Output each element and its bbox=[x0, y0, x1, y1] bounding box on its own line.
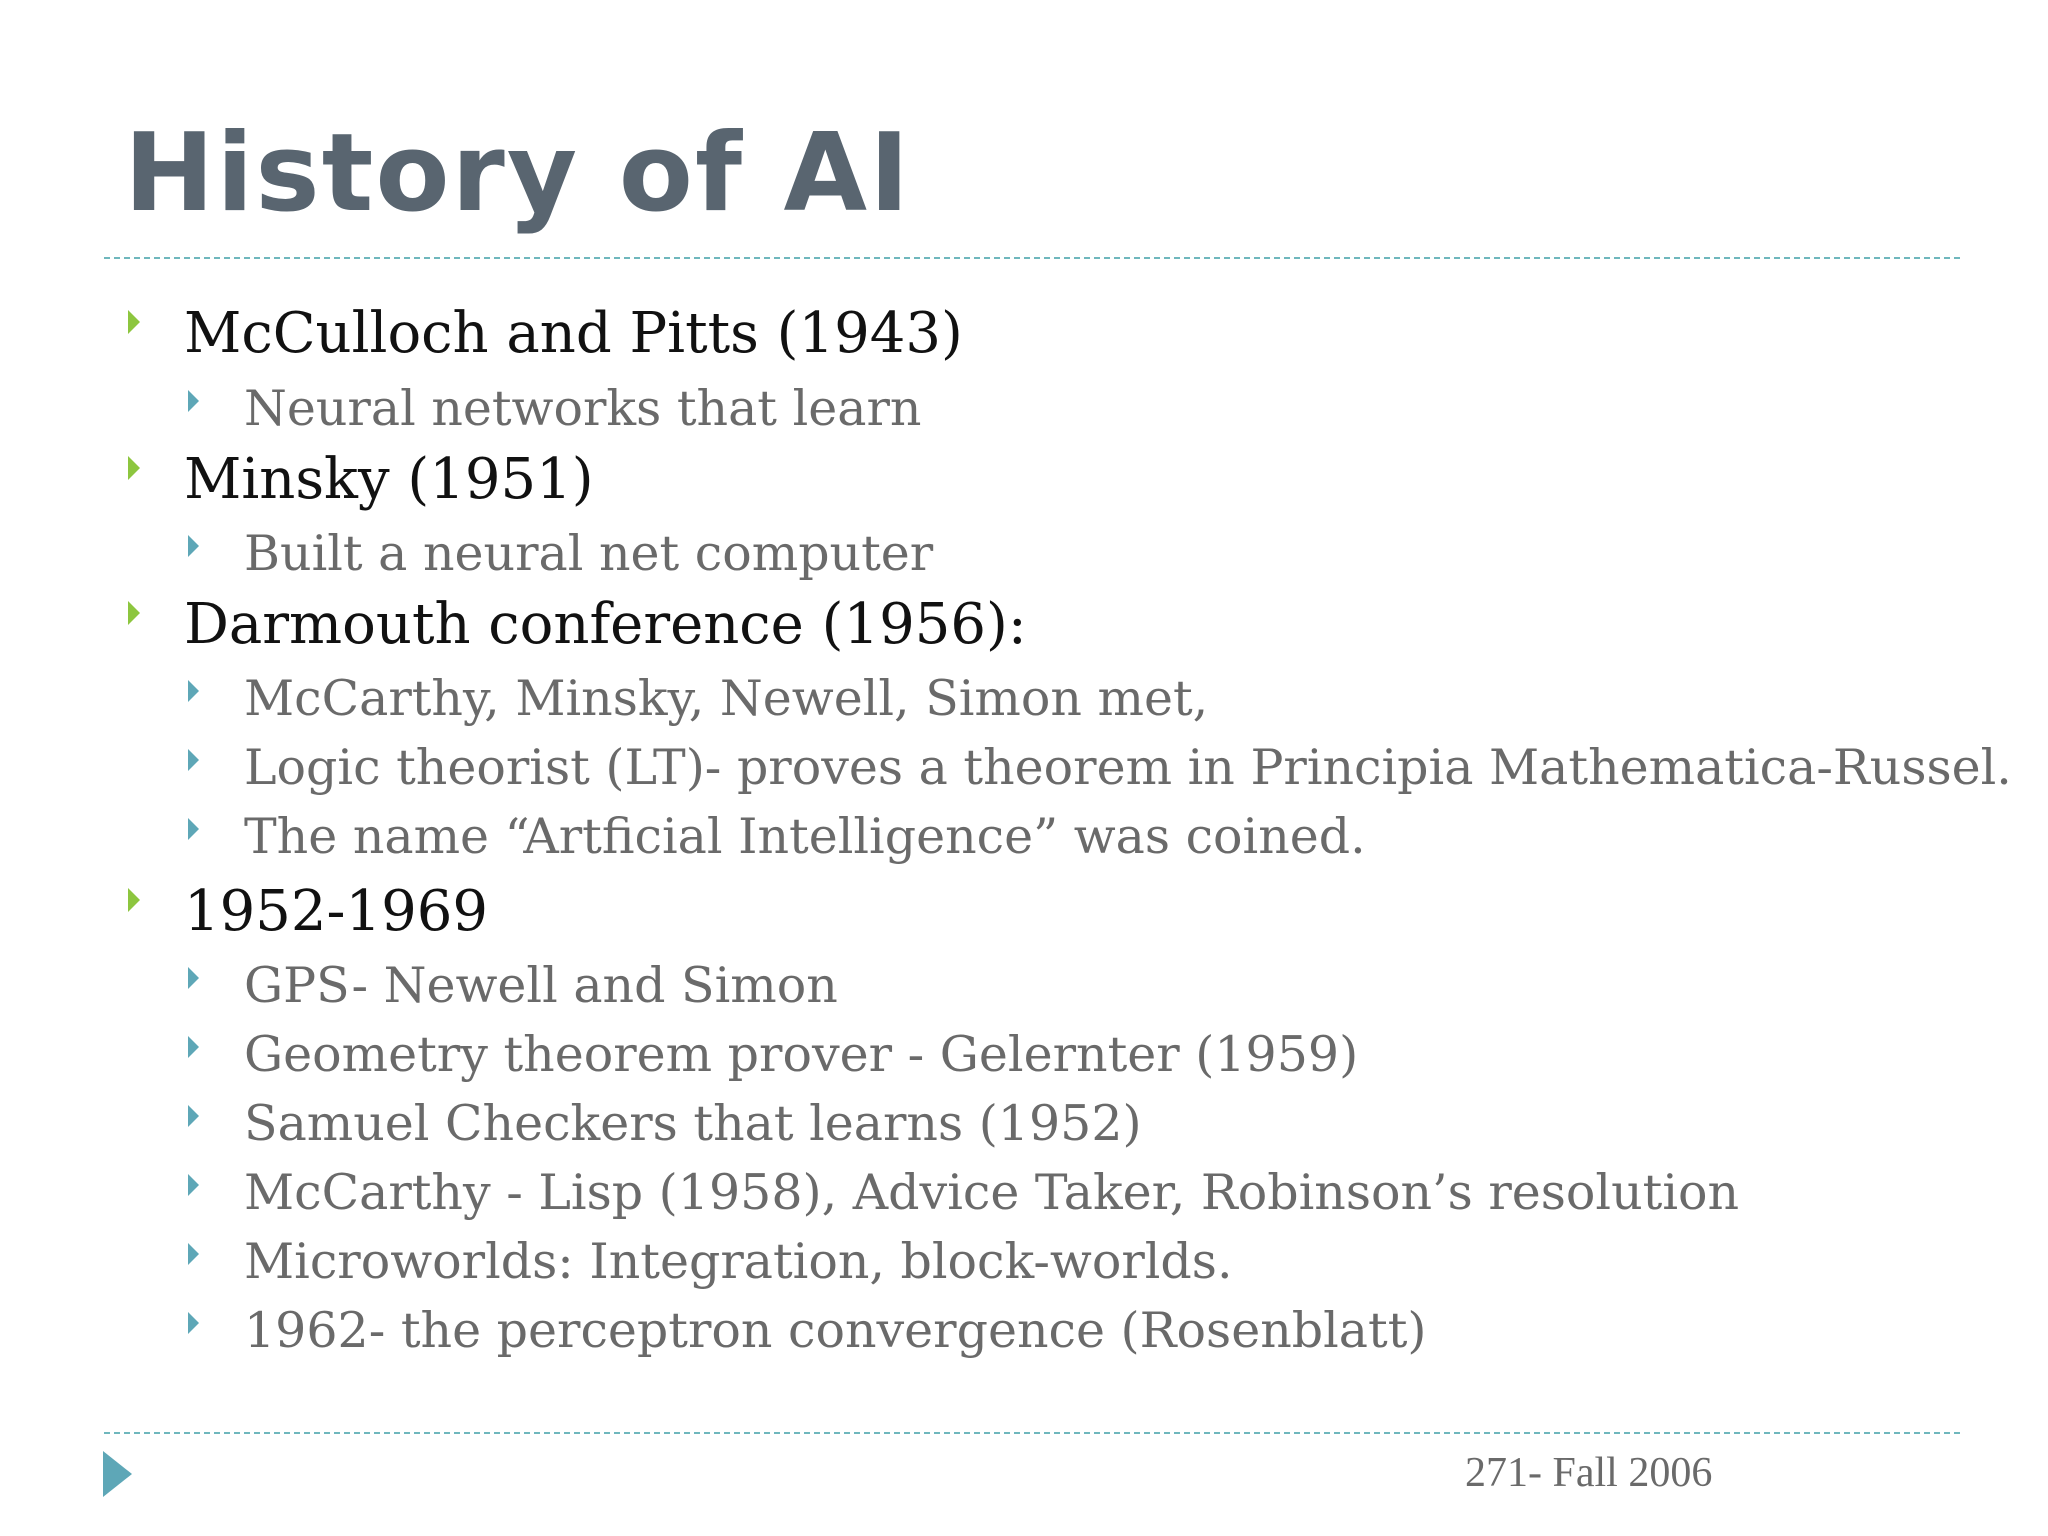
sub-list-item: Geometry theorem prover - Gelernter (1959) bbox=[244, 1026, 1359, 1083]
sub-bullet-icon bbox=[188, 1174, 199, 1196]
sub-list-item: Neural networks that learn bbox=[244, 380, 922, 437]
sub-bullet-icon bbox=[188, 1243, 199, 1265]
sub-bullet-icon bbox=[188, 680, 199, 702]
sub-bullet-icon bbox=[188, 967, 199, 989]
sub-list-item: 1962- the perceptron convergence (Rosenblatt) bbox=[244, 1302, 1427, 1359]
sub-list-item: The name “Artficial Intelligence” was coined. bbox=[244, 808, 1366, 865]
bullet-icon bbox=[128, 310, 140, 334]
list-item: Minsky (1951) bbox=[184, 447, 594, 512]
sub-bullet-icon bbox=[188, 1312, 199, 1334]
bullet-icon bbox=[128, 601, 140, 625]
sub-list-item: Samuel Checkers that learns (1952) bbox=[244, 1095, 1142, 1152]
footer-divider bbox=[104, 1432, 1960, 1434]
sub-list-item: Microworlds: Integration, block-worlds. bbox=[244, 1233, 1233, 1290]
sub-list-item: McCarthy - Lisp (1958), Advice Taker, Robinson’s resolution bbox=[244, 1164, 1740, 1221]
title-divider bbox=[104, 257, 1960, 259]
list-item: 1952-1969 bbox=[184, 879, 488, 944]
sub-list-item: Logic theorist (LT)- proves a theorem in Principia Mathematica-Russel. bbox=[244, 739, 2012, 796]
sub-bullet-icon bbox=[188, 390, 199, 412]
footer-course-label: 271- Fall 2006 bbox=[1465, 1450, 1713, 1496]
sub-list-item: GPS- Newell and Simon bbox=[244, 957, 838, 1014]
sub-bullet-icon bbox=[188, 1105, 199, 1127]
slide-title: History of AI bbox=[124, 111, 912, 236]
sub-bullet-icon bbox=[188, 818, 199, 840]
sub-bullet-icon bbox=[188, 749, 199, 771]
sub-bullet-icon bbox=[188, 535, 199, 557]
list-item: McCulloch and Pitts (1943) bbox=[184, 301, 963, 366]
bullet-icon bbox=[128, 456, 140, 480]
sub-list-item: Built a neural net computer bbox=[244, 525, 934, 582]
triangle-next-icon[interactable] bbox=[103, 1451, 132, 1497]
sub-list-item: McCarthy, Minsky, Newell, Simon met, bbox=[244, 670, 1209, 727]
list-item: Darmouth conference (1956): bbox=[184, 592, 1027, 657]
bullet-icon bbox=[128, 888, 140, 912]
sub-bullet-icon bbox=[188, 1036, 199, 1058]
